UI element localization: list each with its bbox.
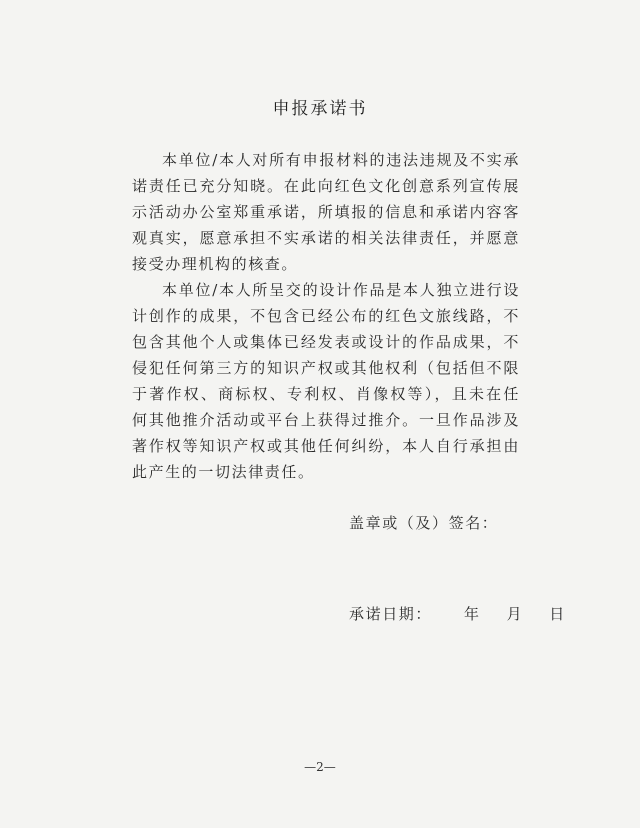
signature-line: [349, 512, 498, 533]
paragraph-1: 本单位/本人对所有申报材料的违法违规及不实承诺责任已充分知晓。在此向红色文化创意系列宣传展示活动办公室郑重承诺，所填报的信息和承诺内容客观真实，愿意承担不实承诺的相关法律责任，并愿意接受办理机构的核查。: [132, 151, 520, 273]
signature-label: 盖章或（及）签名：: [349, 514, 499, 532]
paragraph-2: 本单位/本人所呈交的设计作品是本人独立进行设计创作的成果，不包含已经公布的红色文旅线路，不包含其他个人或集体已经发表或设计的作品成果，不侵犯任何第三方的知识产权或其他权利（包括但不限于著作权、商标权、专利权、肖像权等），且未在任何其他推介活动或平台上获得过推介。一旦作品涉及著作权等知识产权或其他任何纠纷，本人自行承担由此产生的一切法律责任。: [132, 281, 520, 481]
date-year: 年: [464, 605, 481, 623]
date-label: 承诺日期：: [349, 605, 433, 623]
date-line: [349, 603, 566, 624]
document-body: [132, 147, 520, 485]
date-month: 月: [506, 605, 524, 623]
document-title: 申报承诺书: [272, 99, 368, 119]
page-number: —2—: [304, 760, 336, 774]
date-day: 日: [549, 605, 566, 623]
